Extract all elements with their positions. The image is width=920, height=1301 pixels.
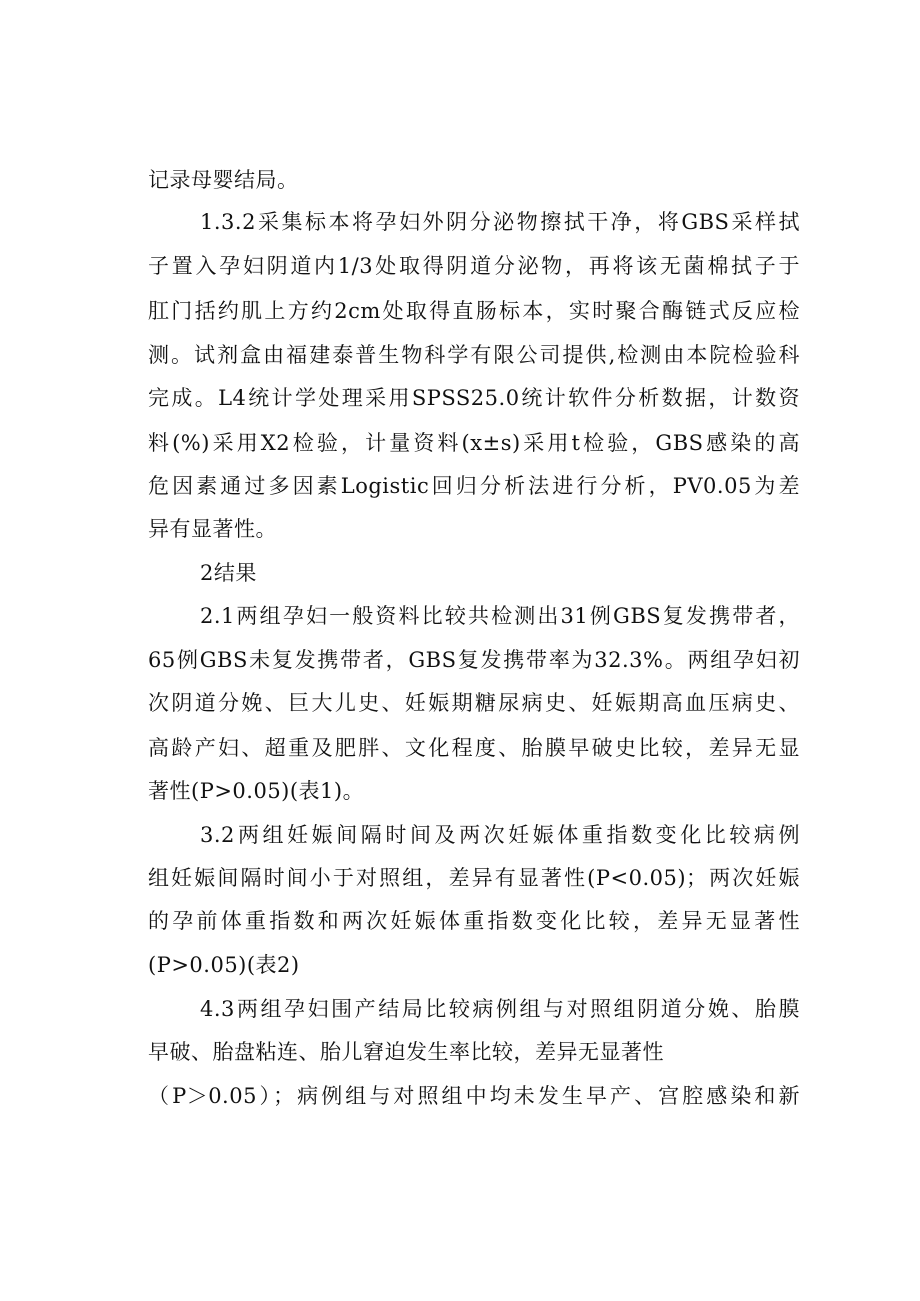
text-line: （P＞0.05）；病例组与对照组中均未发生早产、宫腔感染和新 — [148, 1084, 800, 1108]
text-line: 完成。L4统计学处理采用SPSS25.0统计软件分析数据，计数资 — [148, 386, 800, 410]
text-line: 肛门括约肌上方约2cm处取得直肠标本，实时聚合酶链式反应检 — [148, 299, 800, 323]
text-line: 子置入孕妇阴道内1/3处取得阴道分泌物，再将该无菌棉拭子于 — [148, 254, 800, 278]
text-line: 测。试剂盒由福建泰普生物科学有限公司提供,检测由本院检验科 — [148, 343, 800, 367]
text-line: (P>0.05)(表2) — [148, 953, 300, 977]
text-line: 危因素通过多因素Logistic回归分析法进行分析，PV0.05为差 — [148, 474, 800, 498]
text-line: 次阴道分娩、巨大儿史、妊娠期糖尿病史、妊娠期高血压病史、 — [148, 691, 800, 715]
text-line: 65例GBS未复发携带者，GBS复发携带率为32.3%。两组孕妇初 — [148, 648, 800, 672]
text-line: 料(%)采用X2检验，计量资料(x±s)采用t检验，GBS感染的高 — [148, 431, 800, 455]
text-line: 异有显著性。 — [148, 517, 277, 541]
text-line: 4.3两组孕妇围产结局比较病例组与对照组阴道分娩、胎膜 — [200, 997, 800, 1021]
text-line: 记录母婴结局。 — [148, 168, 299, 192]
text-line: 的孕前体重指数和两次妊娠体重指数变化比较，差异无显著性 — [148, 909, 800, 933]
text-line: 2.1两组孕妇一般资料比较共检测出31例GBS复发携带者， — [200, 604, 800, 628]
text-line: 早破、胎盘粘连、胎儿窘迫发生率比较，差异无显著性 — [148, 1040, 664, 1064]
text-line: 1.3.2采集标本将孕妇外阴分泌物擦拭干净，将GBS采样拭 — [200, 210, 800, 234]
text-line: 著性(P>0.05)(表1)。 — [148, 779, 365, 803]
text-line: 3.2两组妊娠间隔时间及两次妊娠体重指数变化比较病例 — [200, 823, 800, 847]
text-line: 高龄产妇、超重及肥胖、文化程度、胎膜早破史比较，差异无显 — [148, 736, 800, 760]
section-heading: 2结果 — [200, 561, 257, 585]
text-line: 组妊娠间隔时间小于对照组，差异有显著性(P<0.05)；两次妊娠 — [148, 866, 800, 890]
